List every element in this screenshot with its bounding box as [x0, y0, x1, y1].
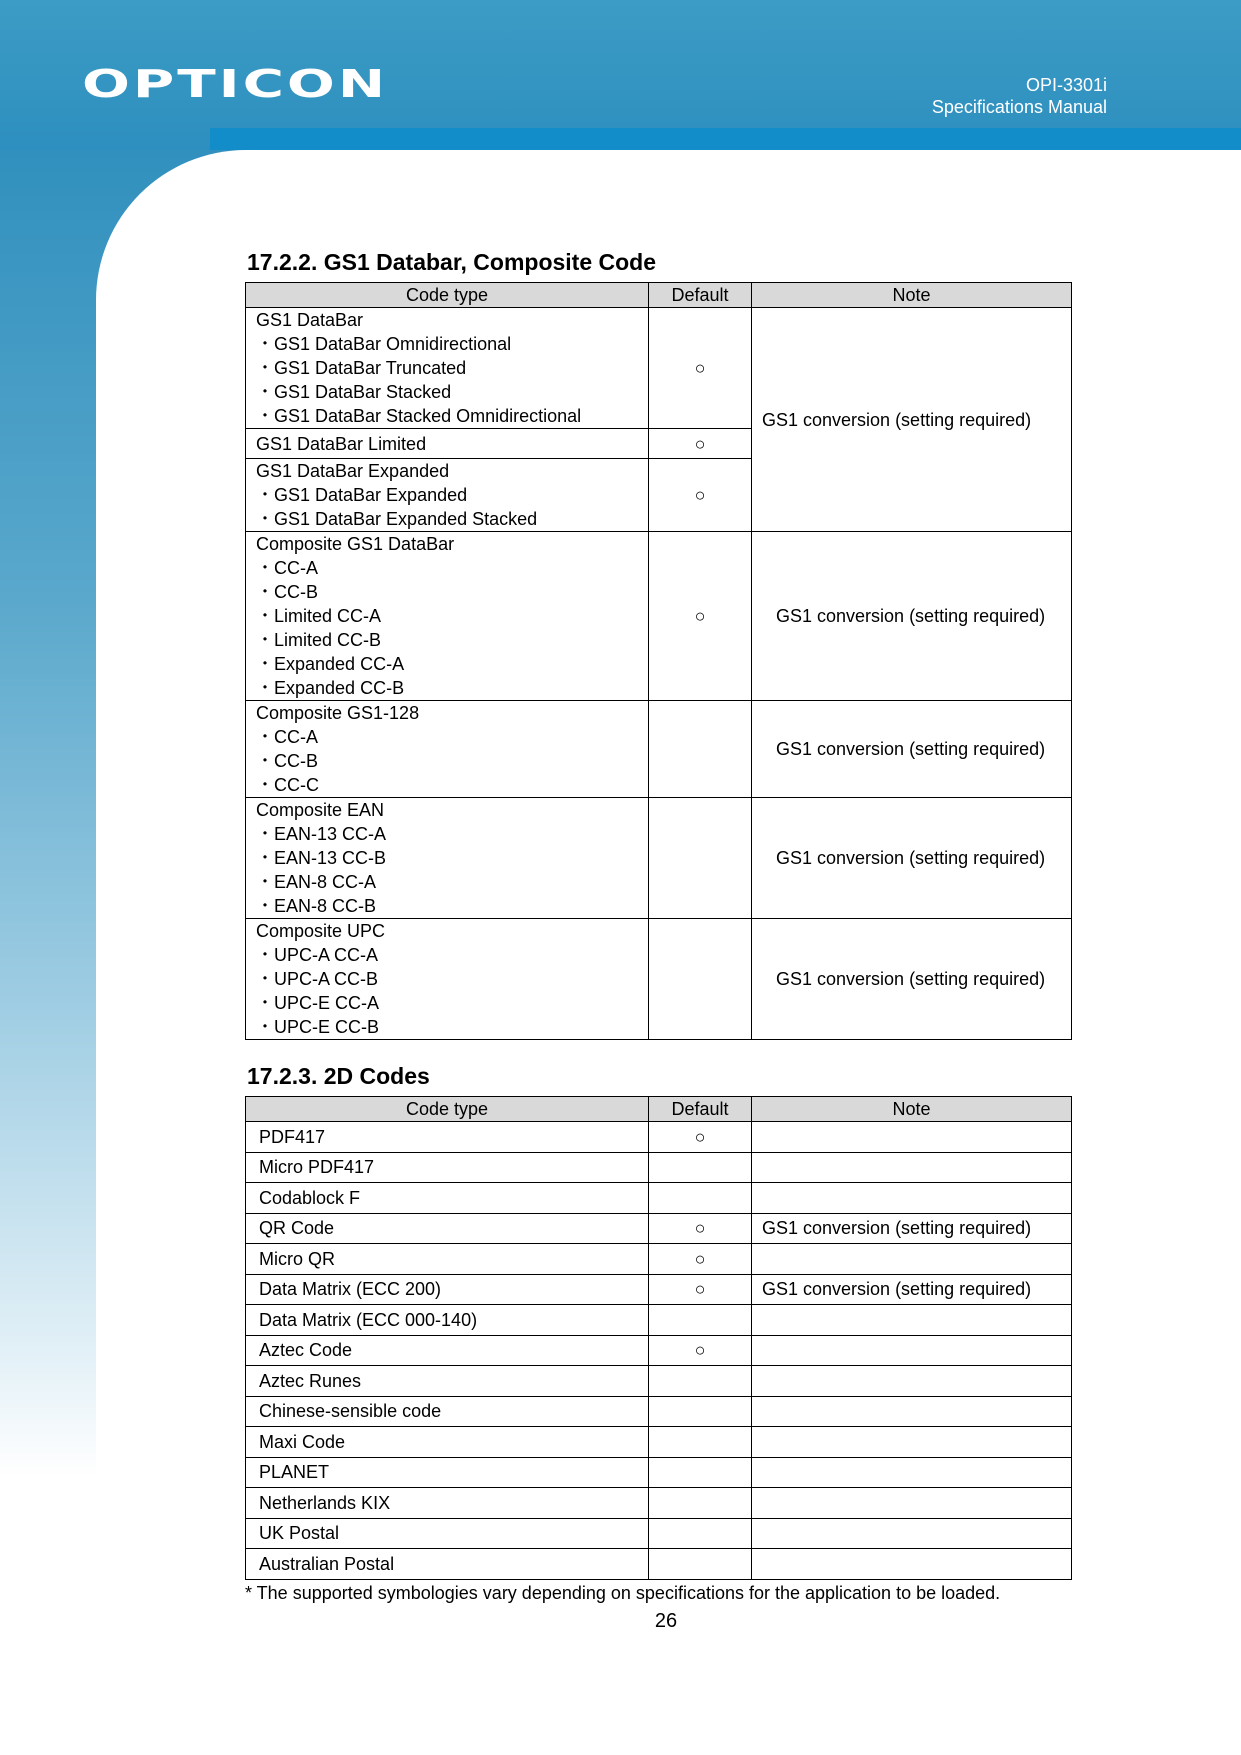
default-cell: ○	[649, 1122, 752, 1153]
default-mark: ○	[694, 606, 706, 626]
table-row	[246, 1244, 1072, 1275]
default-cell	[649, 1549, 752, 1580]
col-header-note: Note	[752, 283, 1072, 308]
default-cell	[649, 532, 752, 701]
default-cell	[649, 1457, 752, 1488]
note-cell	[752, 1488, 1072, 1519]
table-row	[246, 1396, 1072, 1427]
section-title-gs1: 17.2.2. GS1 Databar, Composite Code	[247, 249, 657, 275]
table-row	[246, 1183, 1072, 1214]
code-type-line: ・UPC-E CC-B	[256, 1017, 380, 1037]
table-row	[246, 1274, 1072, 1305]
default-cell	[649, 1366, 752, 1397]
table-row	[246, 1152, 1072, 1183]
default-cell	[649, 1518, 752, 1549]
gs1-table	[245, 282, 1072, 1040]
default-cell	[649, 1488, 752, 1519]
note-cell	[752, 1152, 1072, 1183]
note-cell	[752, 1549, 1072, 1580]
note-cell	[752, 1122, 1072, 1153]
table-row	[246, 1213, 1072, 1244]
code-type-line: ・Expanded CC-B	[256, 678, 405, 698]
default-mark: ○	[694, 485, 706, 505]
code-type-line: Composite EAN	[256, 800, 385, 820]
code-type-line: ・EAN-8 CC-A	[256, 872, 377, 892]
table-header-row	[246, 1097, 1072, 1122]
note-cell	[752, 1396, 1072, 1427]
code-type-cell	[246, 919, 649, 1040]
note-cell: GS1 conversion (setting required)	[752, 919, 1072, 1040]
code-type-line: ・Limited CC-B	[256, 630, 382, 650]
col-header-code-type: Code type	[246, 1097, 649, 1122]
col-header-default: Default	[649, 283, 752, 308]
code-type-line: ・CC-B	[256, 751, 318, 771]
table-row	[246, 1366, 1072, 1397]
code-type-cell	[246, 459, 649, 532]
code-type-line: ・GS1 DataBar Expanded Stacked	[256, 509, 538, 529]
code-type-line: ・EAN-13 CC-B	[256, 848, 387, 868]
note-cell	[752, 1518, 1072, 1549]
code-type-cell: Data Matrix (ECC 200)	[246, 1274, 649, 1305]
default-cell	[649, 429, 752, 459]
logo-text: OPTICON	[82, 66, 388, 102]
code-type-cell: Aztec Runes	[246, 1366, 649, 1397]
code-type-line: ・GS1 DataBar Stacked Omnidirectional	[256, 406, 582, 426]
code-type-line: GS1 DataBar	[256, 310, 364, 330]
default-cell	[649, 1427, 752, 1458]
main-content	[245, 248, 1071, 1633]
code-type-cell: Data Matrix (ECC 000-140)	[246, 1305, 649, 1336]
code-type-line: ・Limited CC-A	[256, 606, 382, 626]
code-type-line: ・CC-A	[256, 727, 318, 747]
code-type-line: ・UPC-E CC-A	[256, 993, 380, 1013]
note-cell	[752, 1305, 1072, 1336]
code-type-cell	[246, 701, 649, 798]
code-type-cell: UK Postal	[246, 1518, 649, 1549]
table-header-row	[246, 283, 1072, 308]
model-number: OPI-3301i	[1025, 75, 1107, 95]
table-row	[246, 1518, 1072, 1549]
code-type-cell	[246, 308, 649, 429]
table-row	[246, 1549, 1072, 1580]
table-row	[246, 1457, 1072, 1488]
code-type-line: ・CC-B	[256, 582, 318, 602]
code-type-cell: Netherlands KIX	[246, 1488, 649, 1519]
code-type-cell: Australian Postal	[246, 1549, 649, 1580]
note-cell: GS1 conversion (setting required)	[752, 1274, 1072, 1305]
table-row	[246, 1427, 1072, 1458]
code-type-line: ・GS1 DataBar Truncated	[256, 358, 467, 378]
header-strip	[210, 128, 1241, 150]
code-type-line: ・EAN-8 CC-B	[256, 896, 377, 916]
default-cell	[649, 798, 752, 919]
code-type-cell: Maxi Code	[246, 1427, 649, 1458]
table-row	[246, 308, 1072, 429]
default-cell	[649, 701, 752, 798]
code-type-cell: Micro PDF417	[246, 1152, 649, 1183]
default-cell	[649, 1396, 752, 1427]
page-number: 26	[654, 1609, 678, 1632]
code-type-cell: Chinese-sensible code	[246, 1396, 649, 1427]
code-type-line: ・GS1 DataBar Omnidirectional	[256, 334, 512, 354]
default-cell	[649, 1152, 752, 1183]
col-header-default: Default	[649, 1097, 752, 1122]
code-type-cell: Aztec Code	[246, 1335, 649, 1366]
code-type-line: ・EAN-13 CC-A	[256, 824, 387, 844]
note-cell	[752, 1183, 1072, 1214]
default-cell	[649, 1183, 752, 1214]
table-row	[246, 919, 1072, 1040]
code-type-cell	[246, 798, 649, 919]
note-cell	[752, 1366, 1072, 1397]
code-type-line: ・UPC-A CC-B	[256, 969, 379, 989]
note-cell: GS1 conversion (setting required)	[752, 701, 1072, 798]
table-row	[246, 1335, 1072, 1366]
note-cell	[752, 1427, 1072, 1458]
note-cell: GS1 conversion (setting required)	[752, 308, 1072, 532]
table-row	[246, 532, 1072, 701]
note-cell	[752, 1244, 1072, 1275]
code-type-line: GS1 DataBar Expanded	[256, 461, 450, 481]
table-row	[246, 1488, 1072, 1519]
note-cell: GS1 conversion (setting required)	[752, 798, 1072, 919]
code-type-line: ・CC-A	[256, 558, 318, 578]
code-type-cell: PDF417	[246, 1122, 649, 1153]
opticon-logo	[82, 66, 392, 102]
code-type-cell: PLANET	[246, 1457, 649, 1488]
table-row	[246, 798, 1072, 919]
code-type-cell: QR Code	[246, 1213, 649, 1244]
code-type-cell	[246, 532, 649, 701]
note-cell: GS1 conversion (setting required)	[752, 1213, 1072, 1244]
code-type-line: ・UPC-A CC-A	[256, 945, 379, 965]
default-mark: ○	[694, 358, 706, 378]
table-row	[246, 1305, 1072, 1336]
code-type-line: Composite UPC	[256, 921, 386, 941]
code-type-line: ・GS1 DataBar Stacked	[256, 382, 452, 402]
code-type-line: Composite GS1-128	[256, 703, 420, 723]
note-cell: GS1 conversion (setting required)	[752, 532, 1072, 701]
footnote: * The supported symbologies vary depending on specifications for the application to be loaded.	[245, 1582, 1001, 1603]
default-cell	[649, 1305, 752, 1336]
code-type-cell: Codablock F	[246, 1183, 649, 1214]
default-cell	[649, 308, 752, 429]
header-info	[932, 74, 1107, 118]
default-cell: ○	[649, 1274, 752, 1305]
code-type-cell: Micro QR	[246, 1244, 649, 1275]
note-cell	[752, 1457, 1072, 1488]
default-mark: ○	[694, 433, 706, 454]
default-cell: ○	[649, 1244, 752, 1275]
manual-title: Specifications Manual	[931, 97, 1107, 117]
code-type-cell	[246, 429, 649, 459]
table-row	[246, 1122, 1072, 1153]
code-type-line: ・GS1 DataBar Expanded	[256, 485, 468, 505]
2d-codes-table	[245, 1096, 1072, 1580]
default-cell	[649, 459, 752, 532]
default-cell	[649, 919, 752, 1040]
section-title-2d: 17.2.3. 2D Codes	[247, 1063, 430, 1089]
default-cell: ○	[649, 1213, 752, 1244]
code-type-line: ・CC-C	[256, 775, 319, 795]
code-type-line: GS1 DataBar Limited	[256, 433, 427, 454]
col-header-note: Note	[752, 1097, 1072, 1122]
code-type-line: Composite GS1 DataBar	[256, 534, 455, 554]
default-cell: ○	[649, 1335, 752, 1366]
code-type-line: ・Expanded CC-A	[256, 654, 405, 674]
table-row	[246, 701, 1072, 798]
note-cell	[752, 1335, 1072, 1366]
col-header-code-type: Code type	[246, 283, 649, 308]
